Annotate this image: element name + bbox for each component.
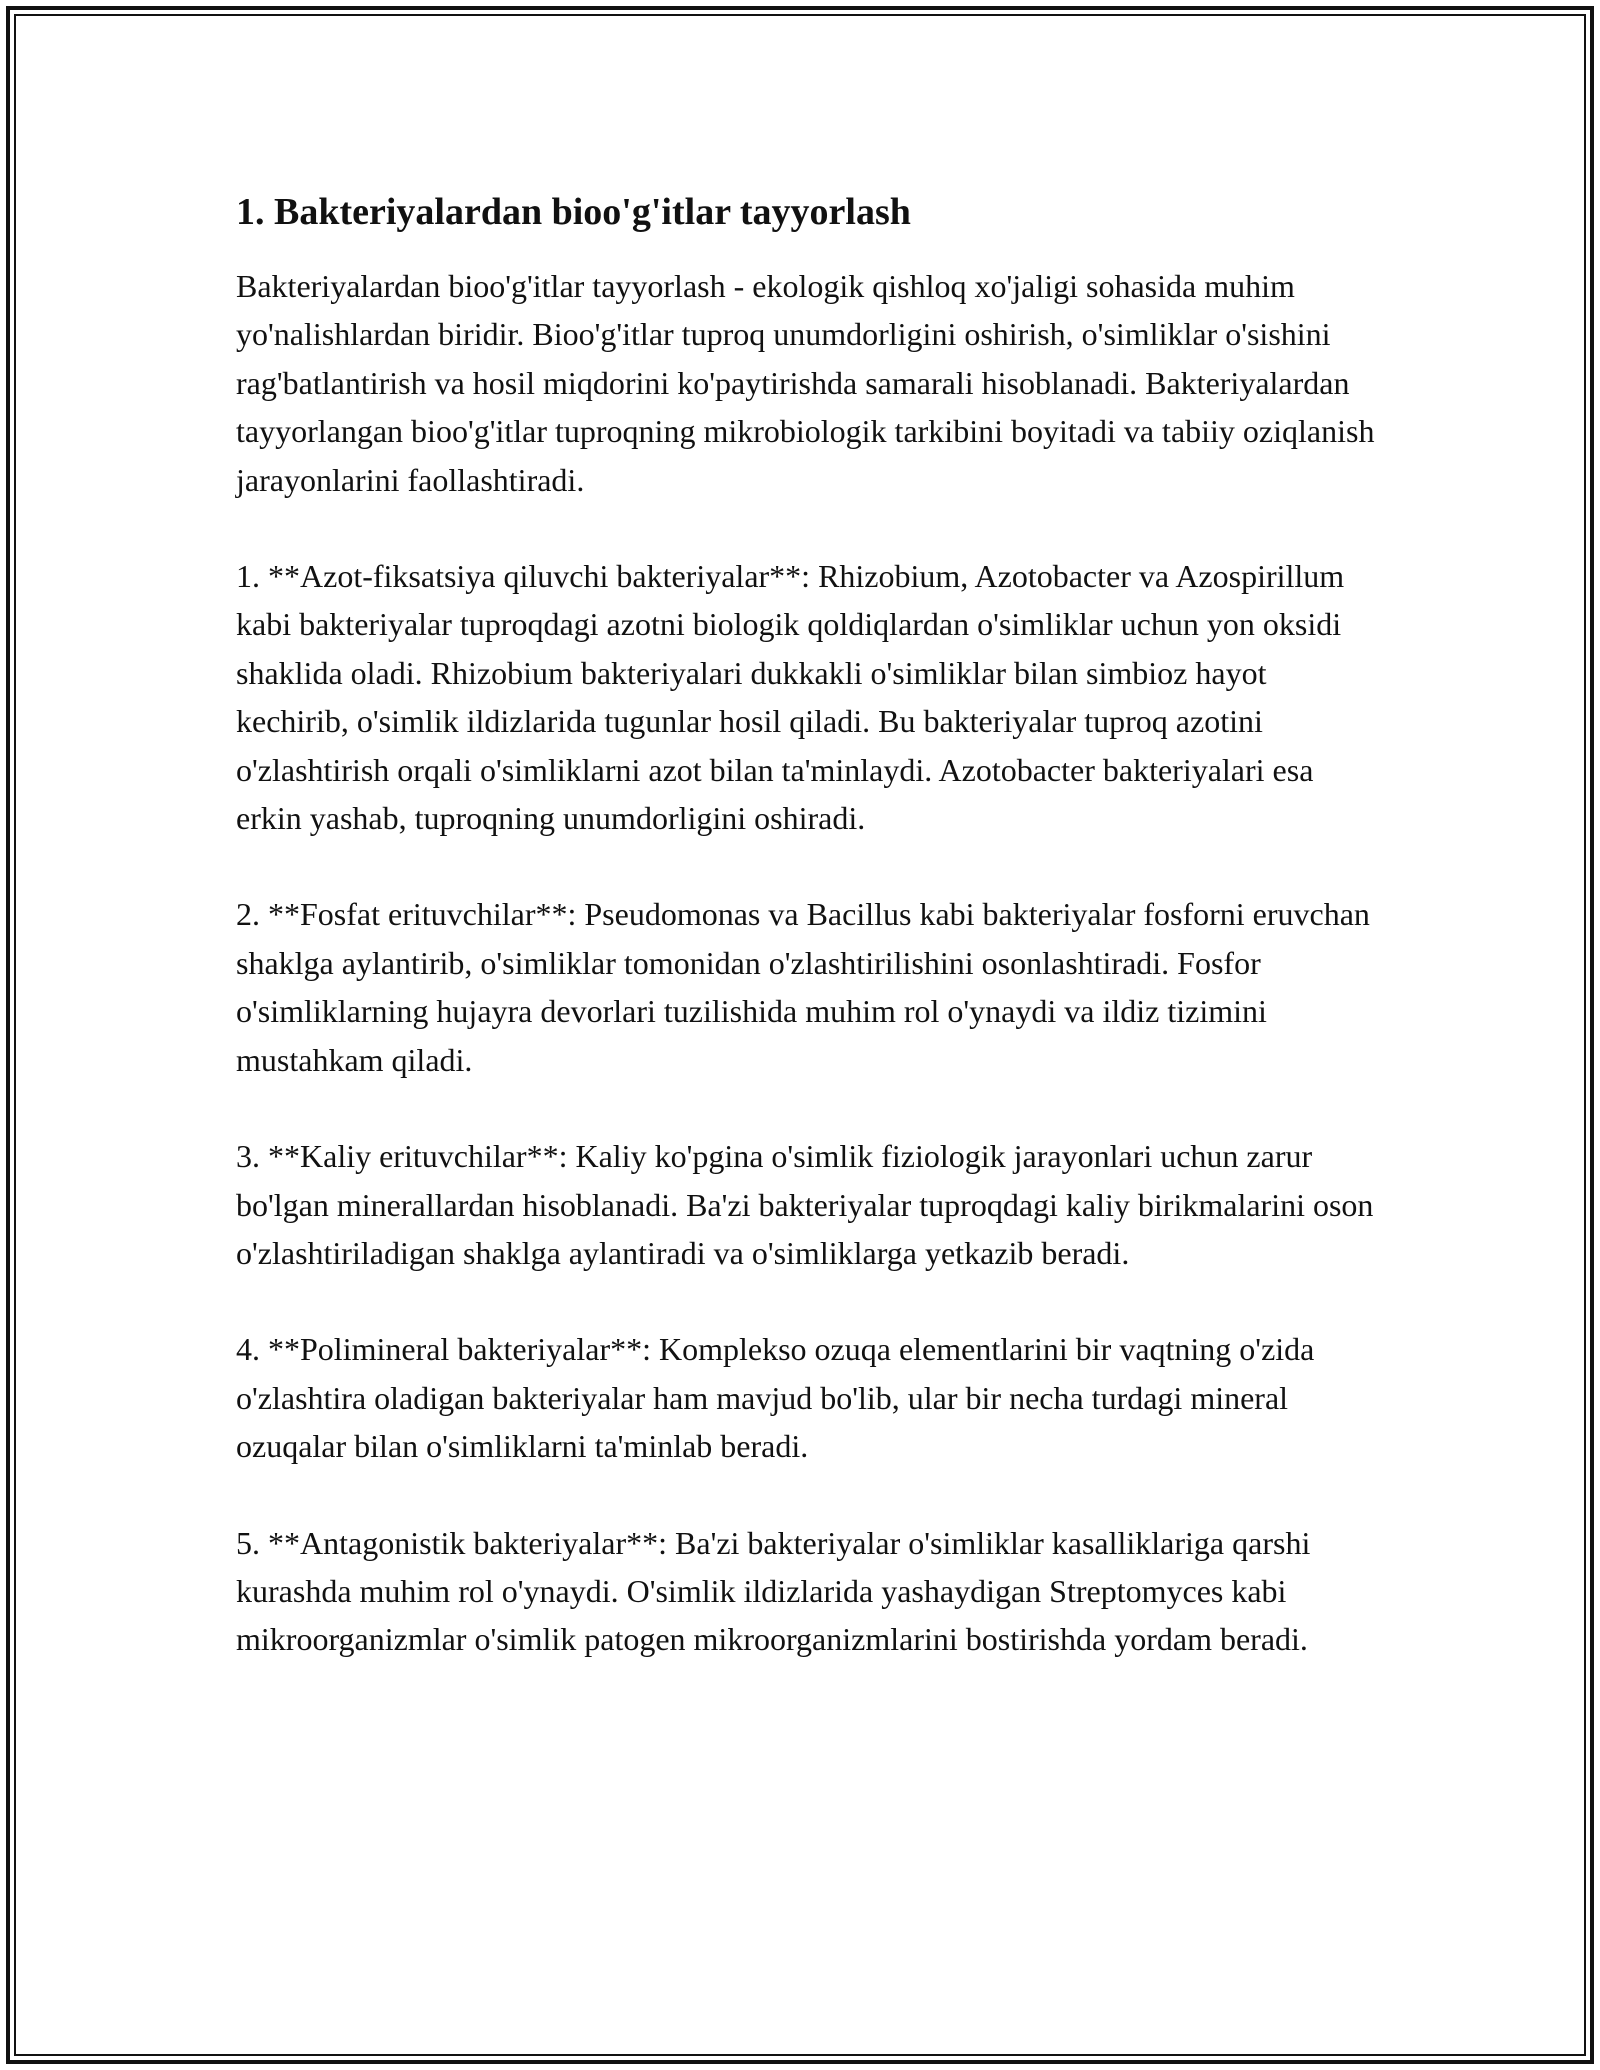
list-item-potassium-solubilizers: 3. **Kaliy erituvchilar**: Kaliy ko'pgina o'simlik fiziologik jarayonlari uchun zarur bo'lgan minerallardan hisoblanadi. Ba'zi bakteriyalar tuproqdagi kaliy birikmalarini oson o'zlashtiriladigan shaklga aylantiradi va o'simliklarga yetkazib beradi. (236, 1138, 1374, 1271)
document-body (236, 186, 1376, 1664)
intro-paragraph: Bakteriyalardan bioo'g'itlar tayyorlash - ekologik qishloq xo'jaligi sohasida muhim yo'nalishlardan biridir. Bioo'g'itlar tuproq unumdorligini oshirish, o'simliklar o'sishini rag'batlantirish va hosil miqdorini ko'paytirishda samarali hisoblanadi. Bakteriyalardan tayyorlangan bioo'g'itlar tuproqning mikrobiologik tarkibini boyitadi va tabiiy oziqlanish jarayonlarini faollashtiradi. (236, 268, 1375, 498)
list-item-polymineral-bacteria: 4. **Polimineral bakteriyalar**: Komplekso ozuqa elementlarini bir vaqtning o'zida o'zlashtira oladigan bakteriyalar ham mavjud bo'lib, ular bir necha turdagi mineral ozuqalar bilan o'simliklarni ta'minlab beradi. (236, 1331, 1315, 1465)
list-item-nitrogen-fixing: 1. **Azot-fiksatsiya qiluvchi bakteriyalar**: Rhizobium, Azotobacter va Azospirillum kabi bakteriyalar tuproqdagi azotni biologik qoldiqlardan o'simliklar uchun yon oksidi shaklida oladi. Rhizobium bakteriyalari dukkakli o'simliklar bilan simbioz hayot kechirib, o'simlik ildizlarida tugunlar hosil qiladi. Bu bakteriyalar tuproq azotini o'zlashtirish orqali o'simliklarni azot bilan ta'minlaydi. Azotobacter bakteriyalari esa erkin yashab, tuproqning unumdorligini oshiradi. (236, 558, 1345, 837)
list-item-phosphate-solubilizers: 2. **Fosfat erituvchilar**: Pseudomonas va Bacillus kabi bakteriyalar fosforni eruvchan shaklga aylantirib, o'simliklar tomonidan o'zlashtirilishini osonlashtiradi. Fosfor o'simliklarning hujayra devorlari tuzilishida muhim rol o'ynaydi va ildiz tizimini mustahkam qiladi. (236, 896, 1370, 1078)
list-item-antagonistic-bacteria: 5. **Antagonistik bakteriyalar**: Ba'zi bakteriyalar o'simliklar kasalliklariga qarshi kurashda muhim rol o'ynaydi. O'simlik ildizlarida yashaydigan Streptomyces kabi mikroorganizmlar o'simlik patogen mikroorganizmlarini bostirishda yordam beradi. (236, 1524, 1311, 1658)
section-heading: 1. Bakteriyalardan bioo'g'itlar tayyorlash (236, 191, 911, 233)
